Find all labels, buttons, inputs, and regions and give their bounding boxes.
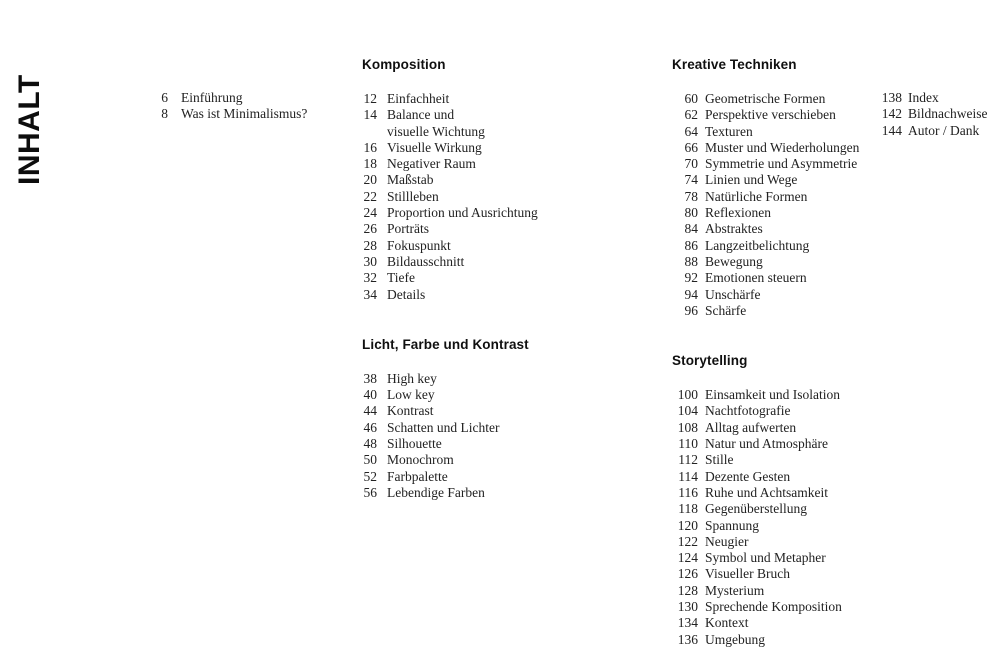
entry-page-number: 144 bbox=[881, 122, 902, 138]
entry-page-number: 52 bbox=[363, 468, 377, 484]
toc-entry bbox=[672, 172, 859, 188]
toc-entry bbox=[362, 287, 538, 303]
toc-entry bbox=[672, 420, 859, 436]
entry-label-line: Reflexionen bbox=[705, 205, 771, 221]
entry-label bbox=[908, 123, 979, 139]
toc-section bbox=[672, 58, 859, 319]
entry-label-line: Ruhe und Achtsamkeit bbox=[705, 484, 828, 500]
entry-label bbox=[705, 534, 748, 550]
entry-label bbox=[705, 615, 749, 631]
section-header: Licht, Farbe und Kontrast bbox=[362, 336, 529, 352]
toc-entry bbox=[876, 106, 987, 122]
entry-label-line: Neugier bbox=[705, 533, 749, 549]
entry-label-line: Visuelle Wirkung bbox=[387, 139, 482, 155]
entry-label-line: Farbpalette bbox=[387, 468, 448, 484]
entry-label bbox=[705, 387, 840, 403]
toc-entry bbox=[672, 91, 859, 107]
entry-page-number: 38 bbox=[363, 370, 377, 386]
entry-page-number: 124 bbox=[677, 550, 698, 566]
entry-page-number: 128 bbox=[677, 582, 698, 598]
entry-label-line: Linien und Wege bbox=[705, 172, 798, 188]
entry-label bbox=[705, 599, 842, 615]
toc-section bbox=[155, 90, 307, 123]
entry-page-number: 142 bbox=[881, 106, 902, 122]
entry-label-line: Silhouette bbox=[387, 436, 442, 452]
entry-label bbox=[908, 106, 987, 122]
entry-label-line: Autor / Dank bbox=[908, 122, 980, 138]
entry-label-line: Geometrische Formen bbox=[705, 91, 826, 106]
entry-page-number: 122 bbox=[677, 533, 698, 549]
entry-label-line: Balance und bbox=[387, 107, 455, 123]
entry-label bbox=[705, 485, 828, 501]
entry-page-number: 40 bbox=[363, 387, 377, 403]
toc-section bbox=[362, 338, 538, 501]
toc-entry bbox=[672, 205, 859, 221]
entry-label-line: Kontext bbox=[705, 615, 749, 631]
toc-entry bbox=[672, 303, 859, 319]
entry-page-number: 74 bbox=[684, 172, 698, 188]
entry-label bbox=[181, 106, 307, 122]
entry-page-number: 116 bbox=[678, 484, 698, 500]
entry-label-line: Muster und Wiederholungen bbox=[705, 139, 860, 155]
entry-label bbox=[387, 371, 437, 387]
toc-entry bbox=[672, 469, 859, 485]
entry-label bbox=[705, 91, 825, 107]
entry-page-number: 138 bbox=[881, 90, 902, 105]
entry-label-line: Dezente Gesten bbox=[705, 468, 791, 484]
entry-page-number: 8 bbox=[161, 106, 168, 122]
toc-entry-list bbox=[362, 91, 538, 303]
entry-label bbox=[387, 189, 439, 205]
toc-entry bbox=[672, 436, 859, 452]
entry-label bbox=[705, 403, 790, 419]
entry-page-number: 26 bbox=[363, 221, 377, 237]
toc-entry-list bbox=[362, 371, 538, 501]
entry-page-number: 34 bbox=[363, 286, 377, 302]
toc-section bbox=[672, 354, 859, 648]
entry-label bbox=[705, 189, 807, 205]
entry-page-number: 130 bbox=[677, 599, 698, 615]
entry-label-line: Low key bbox=[387, 387, 435, 403]
entry-label-line: Fokuspunkt bbox=[387, 237, 451, 253]
entry-label bbox=[387, 254, 464, 270]
page-title: INHALT bbox=[13, 74, 46, 186]
toc-entry bbox=[362, 403, 538, 419]
entry-label bbox=[387, 221, 429, 237]
entry-page-number: 70 bbox=[684, 156, 698, 172]
toc-entry bbox=[672, 599, 859, 615]
entry-label-line: Details bbox=[387, 286, 426, 302]
toc-entry bbox=[672, 254, 859, 270]
entry-label bbox=[705, 452, 734, 468]
entry-page-number: 20 bbox=[363, 172, 377, 188]
toc-entry bbox=[362, 107, 538, 140]
toc-entry bbox=[362, 205, 538, 221]
entry-label bbox=[387, 452, 454, 468]
entry-label bbox=[387, 107, 485, 140]
entry-page-number: 136 bbox=[677, 631, 698, 647]
entry-page-number: 24 bbox=[363, 205, 377, 221]
toc-entry bbox=[362, 420, 538, 436]
section-header: Storytelling bbox=[672, 353, 748, 369]
toc-entry bbox=[362, 172, 538, 188]
entry-label bbox=[387, 485, 485, 501]
toc-entry bbox=[672, 534, 859, 550]
toc-entry bbox=[876, 123, 987, 139]
entry-label bbox=[705, 303, 746, 319]
entry-label bbox=[705, 566, 790, 582]
entry-label bbox=[705, 238, 809, 254]
entry-label-line: Maßstab bbox=[387, 172, 434, 188]
entry-label bbox=[705, 632, 765, 648]
entry-label bbox=[705, 270, 807, 286]
entry-label bbox=[705, 287, 760, 303]
entry-label bbox=[908, 90, 939, 106]
toc-entry bbox=[672, 583, 859, 599]
toc-entry bbox=[672, 221, 859, 237]
entry-label-line: Tiefe bbox=[387, 270, 416, 286]
entry-page-number: 88 bbox=[684, 253, 698, 269]
toc-entry-list bbox=[672, 387, 859, 648]
toc-entry bbox=[362, 238, 538, 254]
entry-label-line: Symmetrie und Asymmetrie bbox=[705, 156, 858, 172]
entry-label-line: Natürliche Formen bbox=[705, 188, 808, 204]
entry-label bbox=[387, 436, 442, 452]
entry-page-number: 120 bbox=[677, 517, 698, 533]
entry-label bbox=[705, 436, 828, 452]
entry-label-line: Einsamkeit und Isolation bbox=[705, 387, 840, 403]
entry-label bbox=[387, 91, 449, 107]
entry-label-line: Kontrast bbox=[387, 403, 434, 419]
toc-column bbox=[362, 58, 538, 501]
entry-label bbox=[387, 238, 451, 254]
entry-page-number: 112 bbox=[678, 452, 698, 468]
entry-page-number: 108 bbox=[677, 419, 698, 435]
toc-entry bbox=[362, 387, 538, 403]
toc-entry bbox=[672, 107, 859, 123]
toc-entry bbox=[362, 91, 538, 107]
section-header: Komposition bbox=[362, 57, 446, 72]
entry-label bbox=[705, 501, 807, 517]
toc-entry bbox=[672, 287, 859, 303]
entry-page-number: 60 bbox=[684, 91, 698, 106]
entry-label-line: Natur und Atmosphäre bbox=[705, 436, 828, 452]
entry-label bbox=[387, 270, 415, 286]
entry-label-line: Sprechende Komposition bbox=[705, 599, 842, 615]
entry-label-line: Stillleben bbox=[387, 188, 439, 204]
entry-label bbox=[705, 140, 859, 156]
toc-entry bbox=[672, 501, 859, 517]
entry-page-number: 18 bbox=[363, 156, 377, 172]
toc-entry bbox=[672, 452, 859, 468]
entry-label-line: Alltag aufwerten bbox=[705, 419, 797, 435]
toc-entry bbox=[672, 566, 859, 582]
entry-label-line: Was ist Minimalismus? bbox=[181, 106, 308, 122]
entry-label-line: Index bbox=[908, 90, 939, 105]
entry-label bbox=[387, 140, 482, 156]
entry-label-line: Einfachheit bbox=[387, 91, 450, 106]
entry-label bbox=[705, 420, 796, 436]
entry-label-line: Emotionen steuern bbox=[705, 270, 807, 286]
entry-page-number: 114 bbox=[678, 468, 698, 484]
entry-label bbox=[387, 387, 435, 403]
entry-label bbox=[705, 107, 836, 123]
toc-entry bbox=[672, 156, 859, 172]
entry-label bbox=[387, 156, 476, 172]
entry-page-number: 134 bbox=[677, 615, 698, 631]
entry-page-number: 30 bbox=[363, 253, 377, 269]
toc-entry bbox=[362, 469, 538, 485]
entry-page-number: 16 bbox=[363, 139, 377, 155]
entry-label-line: Bewegung bbox=[705, 253, 763, 269]
toc-entry bbox=[672, 615, 859, 631]
entry-label-line: Perspektive verschieben bbox=[705, 107, 836, 123]
entry-label-line: Schärfe bbox=[705, 302, 747, 318]
toc-entry bbox=[672, 270, 859, 286]
entry-label-line: Schatten und Lichter bbox=[387, 419, 500, 435]
entry-label-line: visuelle Wichtung bbox=[387, 123, 485, 139]
entry-page-number: 94 bbox=[684, 286, 698, 302]
toc-entry bbox=[155, 90, 307, 106]
entry-page-number: 80 bbox=[684, 205, 698, 221]
entry-label-line: Texturen bbox=[705, 123, 753, 139]
toc-entry bbox=[362, 485, 538, 501]
entry-label-line: Unschärfe bbox=[705, 286, 761, 302]
section-header: Kreative Techniken bbox=[672, 57, 797, 72]
toc-entry bbox=[362, 270, 538, 286]
entry-label bbox=[705, 254, 763, 270]
entry-page-number: 6 bbox=[161, 90, 168, 105]
entry-label-line: Lebendige Farben bbox=[387, 484, 485, 500]
entry-label-line: Gegenüberstellung bbox=[705, 501, 807, 517]
toc-entry bbox=[362, 371, 538, 387]
toc-entry bbox=[362, 189, 538, 205]
entry-page-number: 110 bbox=[678, 436, 698, 452]
toc-column bbox=[155, 90, 307, 123]
entry-page-number: 56 bbox=[363, 484, 377, 500]
entry-page-number: 64 bbox=[684, 123, 698, 139]
entry-page-number: 126 bbox=[677, 566, 698, 582]
entry-label-line: Monochrom bbox=[387, 452, 454, 468]
entry-label bbox=[705, 469, 790, 485]
entry-page-number: 14 bbox=[363, 107, 377, 123]
toc-entry bbox=[672, 238, 859, 254]
entry-label bbox=[181, 90, 243, 106]
entry-label-line: Nachtfotografie bbox=[705, 403, 791, 419]
entry-page-number: 86 bbox=[684, 237, 698, 253]
toc-entry bbox=[672, 518, 859, 534]
entry-label bbox=[705, 518, 759, 534]
entry-page-number: 32 bbox=[363, 270, 377, 286]
toc-entry bbox=[672, 189, 859, 205]
entry-page-number: 28 bbox=[363, 237, 377, 253]
toc-entry bbox=[876, 90, 987, 106]
entry-label bbox=[387, 172, 434, 188]
entry-label bbox=[387, 469, 448, 485]
entry-label-line: Porträts bbox=[387, 221, 429, 237]
entry-label bbox=[387, 287, 425, 303]
toc-entry bbox=[672, 632, 859, 648]
toc-entry bbox=[672, 403, 859, 419]
entry-label-line: Stille bbox=[705, 452, 734, 468]
entry-label bbox=[387, 205, 538, 221]
toc-section bbox=[876, 90, 987, 139]
entry-label-line: Symbol und Metapher bbox=[705, 550, 826, 566]
entry-page-number: 66 bbox=[684, 139, 698, 155]
toc-entry-list bbox=[876, 90, 987, 139]
entry-label bbox=[705, 550, 826, 566]
entry-label bbox=[705, 205, 771, 221]
entry-page-number: 118 bbox=[678, 501, 698, 517]
entry-page-number: 12 bbox=[363, 91, 377, 106]
entry-label-line: Proportion und Ausrichtung bbox=[387, 205, 538, 221]
entry-page-number: 46 bbox=[363, 419, 377, 435]
toc-entry bbox=[672, 550, 859, 566]
toc-section bbox=[362, 58, 538, 303]
toc-entry-list bbox=[155, 90, 307, 123]
entry-label-line: Abstraktes bbox=[705, 221, 763, 237]
entry-label bbox=[387, 420, 499, 436]
entry-page-number: 62 bbox=[684, 107, 698, 123]
toc-entry bbox=[362, 254, 538, 270]
entry-label bbox=[705, 124, 753, 140]
toc-entry bbox=[362, 140, 538, 156]
entry-page-number: 22 bbox=[363, 188, 377, 204]
toc-entry bbox=[362, 436, 538, 452]
entry-page-number: 50 bbox=[363, 452, 377, 468]
entry-label-line: Mysterium bbox=[705, 582, 765, 598]
entry-page-number: 84 bbox=[684, 221, 698, 237]
entry-label-line: Bildnachweise bbox=[908, 106, 988, 122]
entry-label-line: Bildausschnitt bbox=[387, 253, 465, 269]
toc-entry bbox=[362, 156, 538, 172]
entry-label-line: Einführung bbox=[181, 90, 243, 105]
toc-entry bbox=[672, 387, 859, 403]
entry-page-number: 96 bbox=[684, 302, 698, 318]
entry-page-number: 100 bbox=[677, 387, 698, 403]
entry-label bbox=[387, 403, 434, 419]
entry-label bbox=[705, 583, 764, 599]
toc-entry-list bbox=[672, 91, 859, 319]
entry-label bbox=[705, 221, 763, 237]
entry-page-number: 92 bbox=[684, 270, 698, 286]
toc-column bbox=[672, 58, 859, 648]
entry-page-number: 104 bbox=[677, 403, 698, 419]
toc-entry bbox=[672, 124, 859, 140]
toc-entry bbox=[362, 221, 538, 237]
entry-label bbox=[705, 172, 797, 188]
entry-label-line: Umgebung bbox=[705, 631, 765, 647]
entry-page-number: 44 bbox=[363, 403, 377, 419]
entry-label-line: Langzeitbelichtung bbox=[705, 237, 810, 253]
toc-column bbox=[876, 90, 987, 139]
entry-page-number: 78 bbox=[684, 188, 698, 204]
entry-label-line: Visueller Bruch bbox=[705, 566, 791, 582]
entry-label-line: Spannung bbox=[705, 517, 759, 533]
toc-entry bbox=[672, 485, 859, 501]
entry-label bbox=[705, 156, 857, 172]
entry-label-line: Negativer Raum bbox=[387, 156, 476, 172]
toc-entry bbox=[362, 452, 538, 468]
entry-page-number: 48 bbox=[363, 436, 377, 452]
toc-entry bbox=[672, 140, 859, 156]
entry-label-line: High key bbox=[387, 370, 437, 386]
toc-entry bbox=[155, 106, 307, 122]
